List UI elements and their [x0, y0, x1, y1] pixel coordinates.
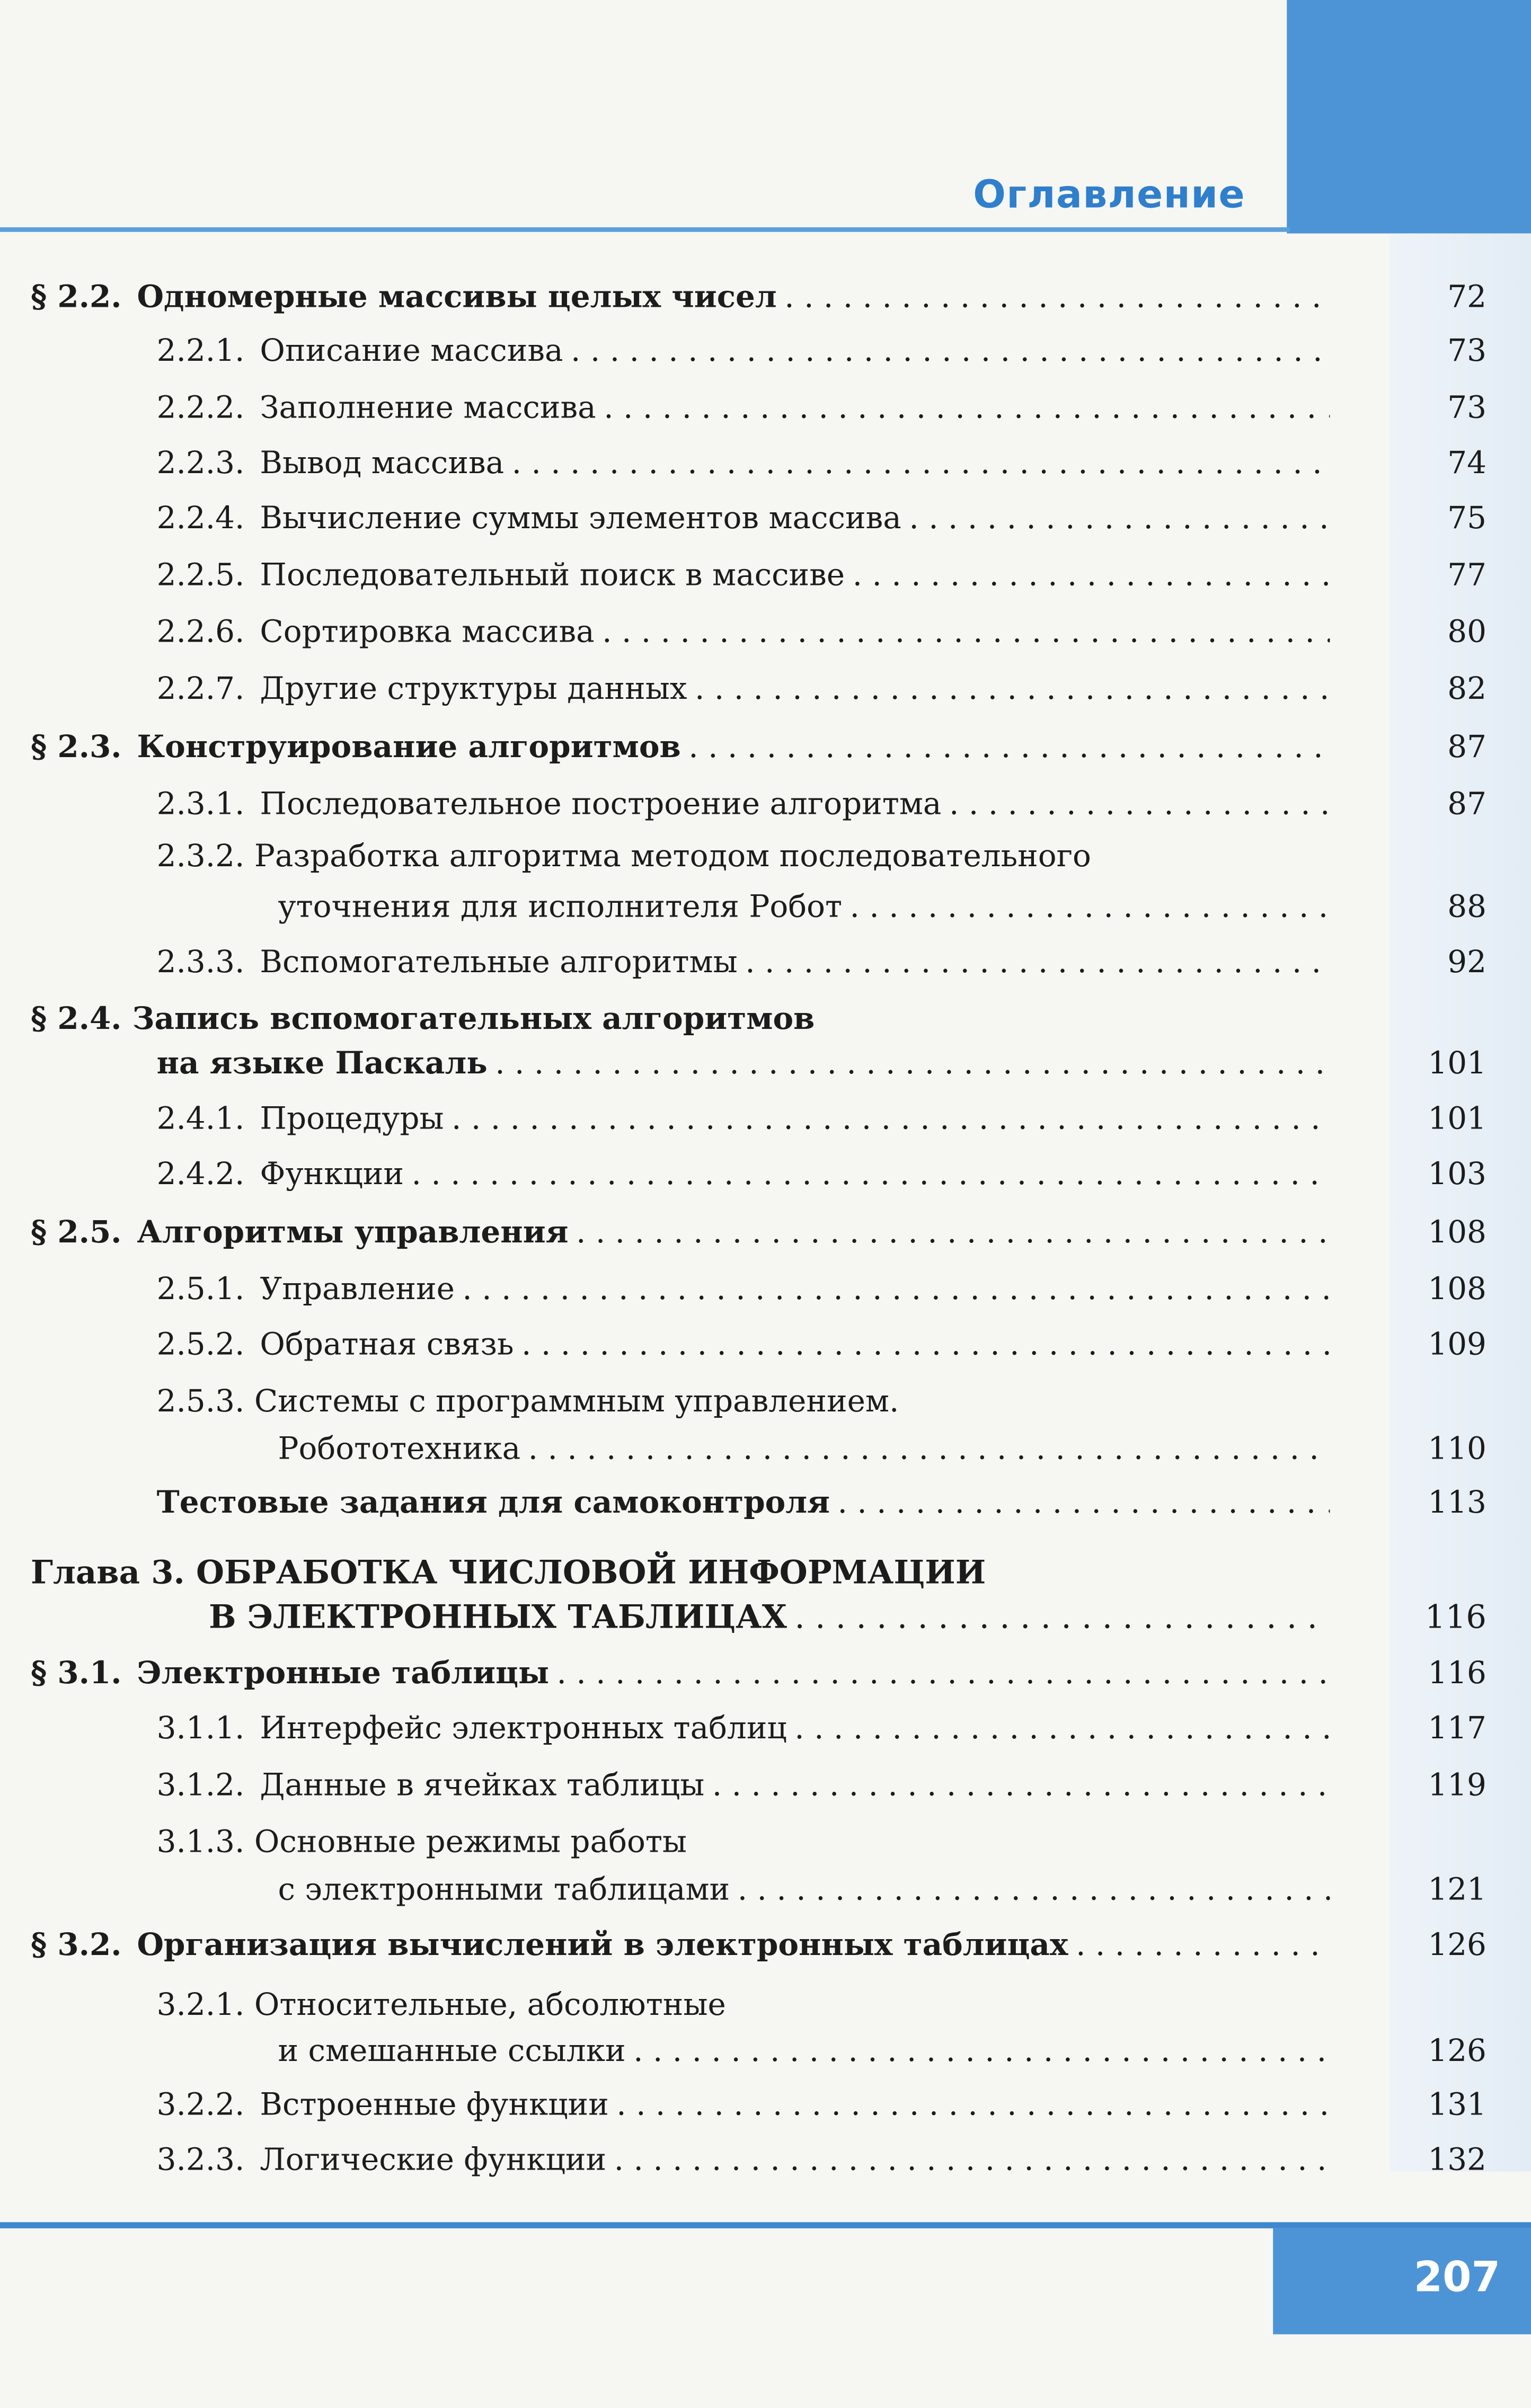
toc-leader [837, 1483, 1330, 1521]
toc-page: 75 [1447, 499, 1486, 536]
toc-subsection-2-5-1 [156, 1270, 1486, 1307]
toc-title: Интерфейс электронных таблиц [260, 1709, 787, 1746]
toc-number: 2.2.7. [156, 669, 245, 707]
toc-subsection-2-3-3 [156, 943, 1486, 980]
toc-title: Тестовые задания для самоконтроля [156, 1483, 830, 1521]
toc-page: 132 [1428, 2140, 1486, 2178]
toc-title: Системы с программным управлением. [254, 1382, 899, 1419]
toc-page: 110 [1428, 1429, 1486, 1467]
toc-title: Конструирование алгоритмов [137, 727, 681, 765]
toc-leader [602, 613, 1330, 650]
toc-number: 3.2.1. [156, 1985, 245, 2023]
toc-leader [462, 1270, 1330, 1307]
toc-page: 72 [1447, 278, 1486, 315]
toc-subsection-3-2-1 [278, 2031, 1486, 2069]
toc-page: 101 [1428, 1099, 1486, 1136]
toc-title: Управление [260, 1270, 455, 1307]
toc-number: 2.5.3. [156, 1382, 245, 1419]
toc-leader [1076, 1926, 1330, 1963]
toc-subsection-2-2-6 [156, 612, 1486, 650]
toc-title: Логические функции [260, 2140, 607, 2178]
toc-subsection-3-1-3 [278, 1870, 1486, 1908]
toc-title: Алгоритмы управления [137, 1213, 569, 1250]
toc-leader [745, 943, 1330, 980]
toc-leader [909, 499, 1330, 536]
toc-page: 73 [1447, 388, 1486, 425]
header-rule [0, 227, 1290, 232]
toc-page: 121 [1428, 1870, 1486, 1908]
toc-leader [557, 1654, 1330, 1691]
toc-number: 2.4.2. [156, 1154, 245, 1192]
toc-subsection-2-5-3-line1 [157, 1382, 899, 1419]
toc-title: Обратная связь [260, 1325, 514, 1363]
toc-subsection-3-1-1 [156, 1709, 1486, 1746]
toc-subsection-3-2-1-line1 [157, 1986, 726, 2023]
toc-section-2-4 [156, 1044, 1486, 1081]
toc-leader [512, 444, 1330, 481]
toc-title: Одномерные массивы целых чисел [137, 278, 777, 315]
toc-title: Другие структуры данных [260, 669, 687, 707]
toc-title: ОБРАБОТКА ЧИСЛОВОЙ ИНФОРМАЦИИ [196, 1552, 986, 1591]
toc-subsection-2-3-1 [156, 785, 1486, 822]
toc-page: 109 [1428, 1325, 1486, 1363]
toc-title: Сортировка массива [260, 612, 595, 650]
toc-page: 87 [1447, 785, 1486, 822]
toc-title: Встроенные функции [260, 2085, 609, 2122]
toc-leader [614, 2141, 1330, 2178]
toc-number: 3.2.2. [156, 2085, 245, 2122]
toc-page: 108 [1428, 1270, 1486, 1307]
toc-leader [528, 1430, 1330, 1467]
toc-leader [571, 332, 1330, 369]
toc-number: 2.2.6. [156, 612, 245, 650]
toc-title-continued: на языке Паскаль [156, 1044, 488, 1081]
toc-title-continued: уточнения для исполнителя Робот [278, 887, 843, 925]
toc-leader [576, 1213, 1330, 1250]
toc-title: Вспомогательные алгоритмы [260, 943, 738, 980]
toc-chapter-3 [209, 1597, 1486, 1636]
toc-number: § 3.1. [30, 1654, 122, 1691]
toc-page: 101 [1428, 1044, 1486, 1081]
toc-title: Вывод массива [260, 443, 505, 481]
toc-title: Запись вспомогательных алгоритмов [132, 999, 815, 1037]
toc-leader [616, 2085, 1330, 2122]
toc-number: 2.4.1. [156, 1099, 245, 1136]
toc-title: Электронные таблицы [137, 1654, 550, 1691]
toc-number: 2.2.3. [156, 443, 245, 481]
toc-page: 92 [1447, 943, 1486, 980]
toc-title-continued: с электронными таблицами [278, 1870, 730, 1908]
toc-subsection-2-2-3 [156, 443, 1486, 481]
toc-number: 2.3.3. [156, 943, 245, 980]
toc-leader [452, 1099, 1330, 1136]
toc-subsection-3-2-3 [156, 2140, 1486, 2178]
toc-subsection-2-3-2-line1 [157, 837, 1091, 874]
toc-section-2-2 [30, 278, 1486, 315]
page-number: 207 [1413, 2254, 1501, 2303]
toc-leader [695, 670, 1330, 707]
toc-leader [738, 1870, 1330, 1907]
toc-leader [794, 1598, 1330, 1636]
toc-title: Последовательный поиск в массиве [260, 556, 845, 593]
toc-page: 113 [1428, 1483, 1486, 1521]
toc-page: 116 [1428, 1654, 1486, 1691]
toc-page: 103 [1428, 1154, 1486, 1192]
toc-subsection-2-4-1 [156, 1099, 1486, 1136]
toc-section-2-5 [30, 1213, 1486, 1250]
toc-title: Описание массива [260, 332, 563, 369]
toc-number: 3.1.3. [156, 1823, 245, 1860]
toc-subsection-2-4-2 [156, 1154, 1486, 1192]
toc-title: Вычисление суммы элементов массива [260, 499, 901, 536]
toc-page: 126 [1428, 1925, 1486, 1963]
toc-leader [784, 278, 1330, 315]
toc-title-continued: Робототехника [278, 1429, 521, 1467]
toc-leader [949, 785, 1330, 822]
toc-page: 82 [1447, 669, 1486, 707]
toc-page: 119 [1428, 1766, 1486, 1803]
toc-number: § 2.3. [30, 727, 122, 765]
toc-subsection-3-2-2 [156, 2085, 1486, 2122]
toc-page: 117 [1428, 1709, 1486, 1746]
toc-section-2-4-line1 [31, 1000, 815, 1037]
toc-title: Последовательное построение алгоритма [260, 785, 942, 822]
toc-section-2-3 [30, 727, 1486, 765]
toc-number: 3.1.1. [156, 1709, 245, 1746]
toc-number: 2.5.1. [156, 1270, 245, 1307]
toc-title: Разработка алгоритма методом последовательного [254, 837, 1091, 874]
toc-number: Глава 3. [30, 1552, 185, 1591]
toc-page: 77 [1447, 556, 1486, 593]
toc-title: Заполнение массива [260, 388, 596, 425]
toc-subsection-2-2-5 [156, 556, 1486, 593]
footer-rule [0, 2222, 1531, 2228]
toc-title-continued: В ЭЛЕКТРОННЫХ ТАБЛИЦАХ [209, 1597, 787, 1636]
toc-number: 2.2.2. [156, 388, 245, 425]
toc-number: 2.2.4. [156, 499, 245, 536]
toc-leader [688, 728, 1330, 765]
toc-subsection-2-5-2 [156, 1325, 1486, 1363]
toc-leader [853, 556, 1330, 593]
toc-title: Данные в ячейках таблицы [260, 1766, 705, 1803]
toc-page: 108 [1428, 1213, 1486, 1250]
toc-subsection-3-1-3-line1 [157, 1823, 687, 1860]
toc-title: Функции [260, 1154, 404, 1192]
toc-leader [633, 2032, 1330, 2069]
toc-page: 88 [1447, 887, 1486, 925]
toc-leader [794, 1709, 1330, 1746]
toc-subsection-2-2-1 [156, 332, 1486, 369]
toc-number: § 3.2. [30, 1925, 122, 1963]
toc-number: § 2.2. [30, 278, 122, 315]
toc-number: 2.2.1. [156, 332, 245, 369]
toc-section-3-2 [30, 1925, 1486, 1963]
toc-page: 80 [1447, 612, 1486, 650]
toc-number: 2.3.2. [156, 837, 245, 874]
toc-number: 2.5.2. [156, 1325, 245, 1363]
toc-leader [604, 388, 1330, 425]
toc-leader [495, 1044, 1330, 1081]
header-color-band [1287, 0, 1531, 234]
toc-subsection-3-1-2 [156, 1766, 1486, 1803]
toc-section-3-1 [30, 1654, 1486, 1691]
toc-test-tasks [156, 1483, 1486, 1521]
toc-leader [712, 1766, 1330, 1803]
toc-number: 3.1.2. [156, 1766, 245, 1803]
toc-chapter-3-line1 [31, 1554, 986, 1591]
toc-page: 116 [1424, 1598, 1486, 1636]
toc-leader [412, 1155, 1330, 1192]
toc-title: Относительные, абсолютные [254, 1985, 726, 2023]
toc-title: Основные режимы работы [254, 1823, 687, 1860]
toc-title-continued: и смешанные ссылки [278, 2031, 626, 2069]
toc-subsection-2-2-4 [156, 499, 1486, 536]
toc-subsection-2-3-2 [278, 887, 1486, 925]
toc-title: Процедуры [260, 1099, 444, 1136]
toc-leader [850, 887, 1330, 925]
toc-subsection-2-2-7 [156, 669, 1486, 707]
toc-number: 3.2.3. [156, 2140, 245, 2178]
toc-title: Организация вычислений в электронных таблицах [137, 1925, 1068, 1963]
toc-number: 2.2.5. [156, 556, 245, 593]
toc-page: 73 [1447, 332, 1486, 369]
toc-number: § 2.4. [30, 999, 122, 1037]
toc-page: 131 [1428, 2085, 1486, 2122]
toc-subsection-2-2-2 [156, 388, 1486, 425]
toc-leader [521, 1325, 1330, 1362]
toc-page: 126 [1428, 2031, 1486, 2069]
toc-page: 87 [1447, 727, 1486, 765]
toc-number: 2.3.1. [156, 785, 245, 822]
toc-subsection-2-5-3 [278, 1429, 1486, 1467]
toc-number: § 2.5. [30, 1213, 122, 1250]
page-header-title: Оглавление [973, 172, 1246, 217]
toc-page: 74 [1447, 443, 1486, 481]
